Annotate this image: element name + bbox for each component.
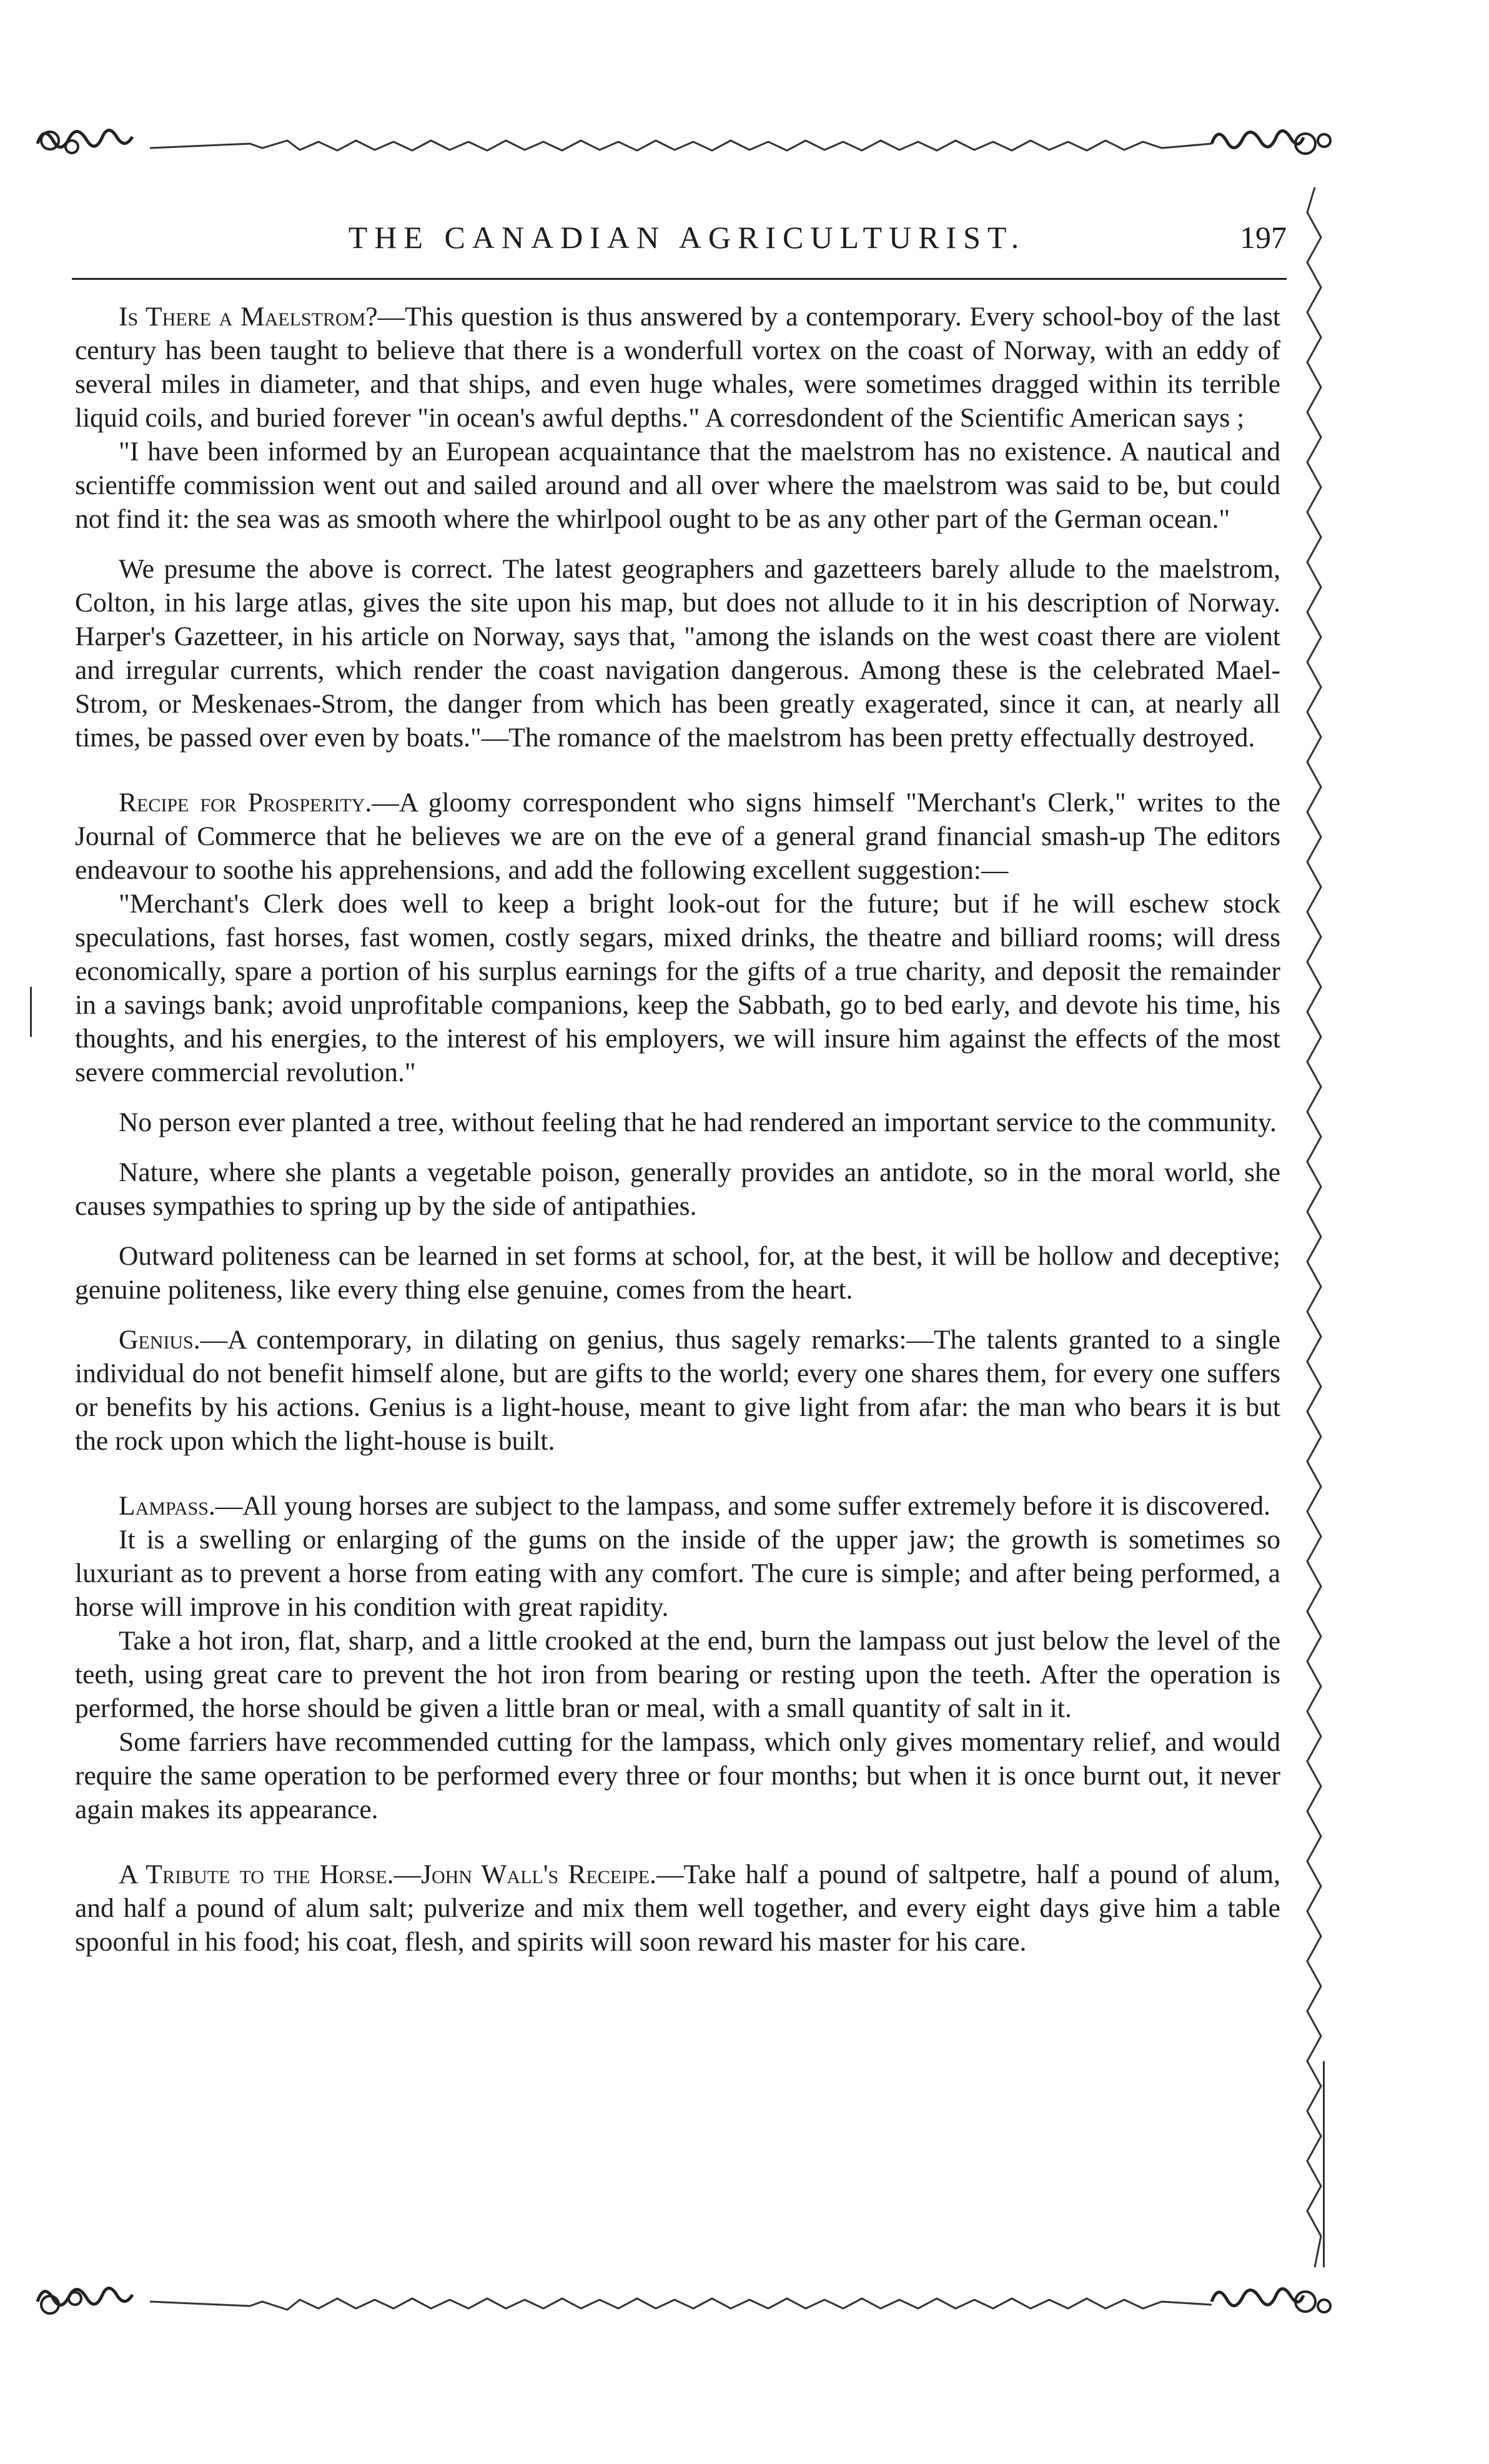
article-horse-tribute [75,1858,1280,1959]
article-paragraph: "I have been informed by an European acquaintance that the maelstrom has no existence. A nautical and scientiffe commission went out and sailed around and all over where the maelstrom was said to be, but could not find it: the sea was as smooth where the whirlpool ought to be as any other part of the German ocean." [75,437,1280,534]
article-prosperity-intro [75,786,1280,887]
page-number: 197 [1240,220,1287,255]
margin-mark [30,987,32,1037]
article-paragraph: We presume the above is correct. The latest geographers and gazetteers barely allude to the maelstrom, Colton, in his large atlas, gives the site upon his map, but does not allude to it in his description of Norway. Harper's Gazetteer, in his article on Norway, says that, "among the islands on the west coast there are violent and irregular currents, which render the coast navigation dangerous. Among these is the celebrated Mael-Strom, or Meskenaes-Strom, the danger from which has been greatly exagerated, since it can, at nearly all times, be passed over even by boats."—The romance of the maelstrom has been pretty effectually destroyed. [75,554,1280,753]
article-tree: No person ever planted a tree, without feeling that he had rendered an important service to the community. [119,1107,1277,1137]
article-text: —This question is thus answered by a contemporary. Every school-boy of the last century has been taught to believe that there is a wonderfull vortex on the coast of Norway, with an eddy of several miles in diameter, and that ships, and even huge whales, were sometimes dragged within its terrible liquid coils, and buried forever "in ocean's awful depths." A corresdondent of the Scientific American says ; [75,302,1280,433]
article-genius [75,1323,1280,1458]
ornamental-border-right [1302,187,1327,2267]
article-heading: Genius. [119,1325,200,1355]
article-paragraph: Some farriers have recommended cutting for the lampass, which only gives momentary relief, and would require the same operation to be performed every three or four months; but when it is once burnt out, it never again makes its appearance. [75,1727,1280,1824]
article-paragraph: It is a swelling or enlarging of the gums on the inside of the upper jaw; the growth is sometimes so luxuriant as to prevent a horse from eating with any comfort. The cure is simple; and after being performed, a horse will improve in his condition with great rapidity. [75,1525,1280,1622]
header-rule [72,278,1287,280]
article-text: —A contemporary, in dilating on genius, thus sagely remarks:—The talents granted to a single individual do not benefit himself alone, but are gifts to the world; every one shares them, for every one suffers or benefits by his actions. Genius is a light-house, meant to give light from afar: the man who bears it is but the rock upon which the light-house is built. [75,1325,1280,1456]
article-maelstrom-intro [75,300,1280,435]
ornamental-border-bottom [25,2274,1343,2330]
ornamental-border-top [25,116,1343,172]
article-heading: Recipe for Prosperity. [119,788,372,818]
article-text: —A gloomy correspondent who signs himself "Merchant's Clerk," writes to the Journal of Commerce that he believes we are on the eve of a general grand financial smash-up The editors endeavour to soothe his apprehensions, and add the following excellent suggestion:— [75,788,1281,885]
margin-mark [1323,2061,1325,2267]
article-heading: Lampass. [119,1491,215,1521]
article-lampass-intro [75,1489,1280,1523]
article-content [75,300,1280,1959]
journal-title: THE CANADIAN AGRICULTURIST. [348,220,1026,255]
article-paragraph: "Merchant's Clerk does well to keep a bright look-out for the future; but if he will eschew stock speculations, fast horses, fast women, costly segars, mixed drinks, the theatre and billiard rooms; will dress economically, spare a portion of his surplus earnings for the gifts of a true charity, and deposit the remainder in a savings bank; avoid unprofitable companions, keep the Sabbath, go to bed early, and devote his time, his thoughts, and his energies, to the interest of his employers, we will insure him against the effects of the most severe commercial revolution." [75,889,1280,1087]
article-text: —All young horses are subject to the lampass, and some suffer extremely before it is discovered. [215,1491,1270,1521]
article-politeness: Outward politeness can be learned in set forms at school, for, at the best, it will be hollow and deceptive; genuine politeness, like every thing else genuine, comes from the heart. [75,1241,1280,1305]
article-text: —Take half a pound of saltpetre, half a pound of alum, and half a pound of alum salt; pulverize and mix them well together, and every eight days give him a table spoonful in his food; his coat, flesh, and spirits will soon reward his master for his care. [75,1859,1280,1957]
article-heading: Is There a Maelstrom? [119,302,378,332]
article-paragraph: Take a hot iron, flat, sharp, and a little crooked at the end, burn the lampass out just below the level of the teeth, using great care to prevent the hot iron from bearing or resting upon the teeth. After the operation is performed, the horse should be given a little bran or meal, with a small quantity of salt in it. [75,1626,1280,1723]
running-head [87,206,1287,269]
article-nature: Nature, where she plants a vegetable poison, generally provides an antidote, so in the moral world, she causes sympathies to spring up by the side of antipathies. [75,1157,1280,1221]
article-heading: A Tribute to the Horse.—John Wall's Receipe. [119,1859,656,1889]
